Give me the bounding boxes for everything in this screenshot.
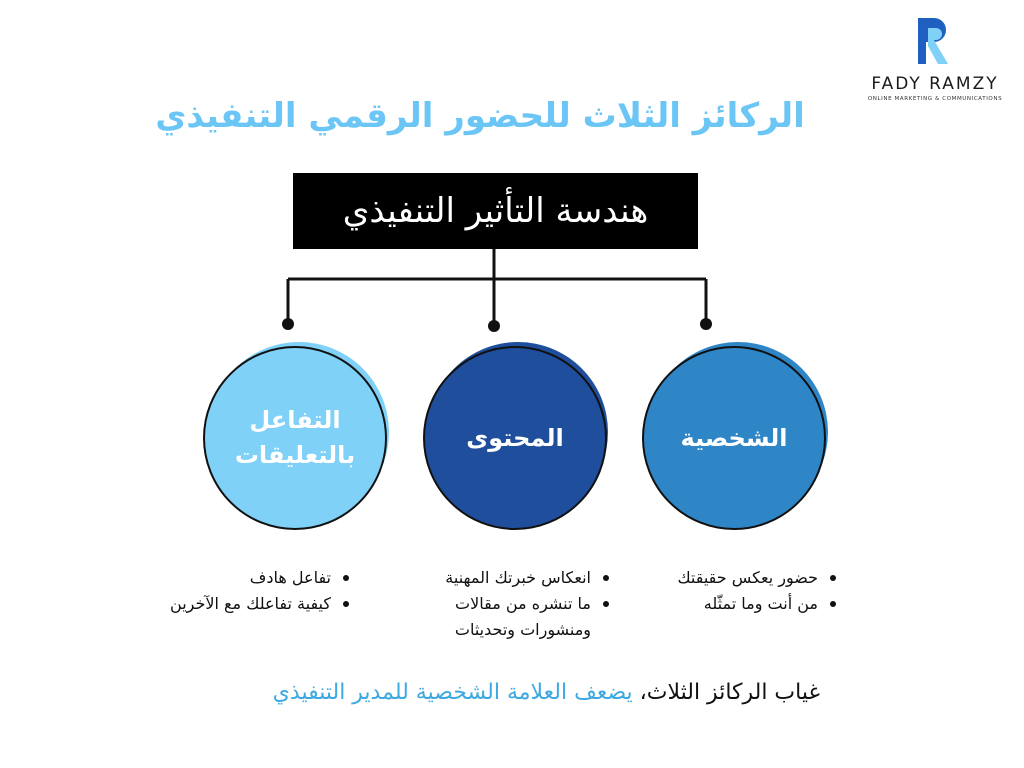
- connector-dot-center: [488, 320, 500, 332]
- pillar-engagement-label-line1: التفاعل: [249, 406, 341, 435]
- pillar-content-circle: [423, 346, 607, 530]
- pillar-engagement-label: [235, 403, 355, 473]
- list-item: انعكاس خبرتك المهنية: [393, 565, 613, 591]
- logo-name: FADY RAMZY: [871, 74, 999, 94]
- footer-text: غياب الركائز الثلاث،: [632, 680, 820, 705]
- list-item: ما تنشره من مقالات ومنشورات وتحديثات: [393, 591, 613, 643]
- engagement-bullets: [113, 565, 353, 617]
- pillar-personality-circle: [642, 346, 826, 530]
- personality-bullets: [630, 565, 840, 617]
- connector-dot-left: [282, 318, 294, 330]
- pillar-personality-label: الشخصية: [680, 424, 788, 452]
- header-label: هندسة التأثير التنفيذي: [342, 191, 649, 231]
- pillar-content-label: المحتوى: [466, 424, 564, 452]
- list-item: كيفية تفاعلك مع الآخرين: [113, 591, 353, 617]
- pillar-engagement-circle: [203, 346, 387, 530]
- connector-dot-right: [700, 318, 712, 330]
- list-item: من أنت وما تمثّله: [630, 591, 840, 617]
- logo-tagline: ONLINE MARKETING & COMMUNICATIONS: [867, 96, 1003, 102]
- content-bullets: [393, 565, 613, 643]
- page-title: الركائز الثلاث للحضور الرقمي التنفيذي: [155, 96, 805, 136]
- list-item: حضور يعكس حقيقتك: [630, 565, 840, 591]
- list-item: تفاعل هادف: [113, 565, 353, 591]
- footer-accent-text: يضعف العلامة الشخصية للمدير التنفيذي: [272, 680, 633, 705]
- pillar-engagement-label-line2: بالتعليقات: [234, 441, 356, 469]
- footer-statement: [150, 680, 820, 705]
